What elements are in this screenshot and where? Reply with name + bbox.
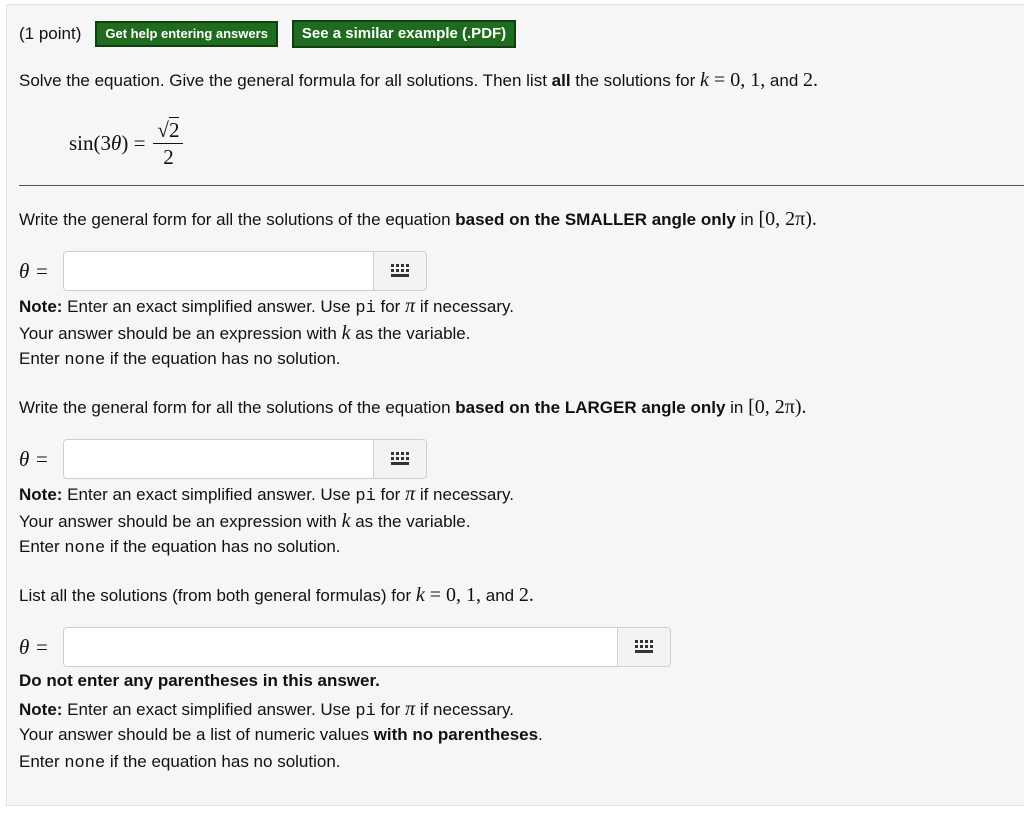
part1-answer-input[interactable] <box>64 252 373 290</box>
part2-none-hint: Enter none if the equation has no solution. <box>19 537 341 558</box>
part2-keypad-button[interactable] <box>373 440 426 478</box>
part2-note: Note: Enter an exact simplified answer. Use pi for π if necessary. <box>19 483 514 506</box>
theta-label: θ = <box>19 446 49 471</box>
part2-prompt: Write the general form for all the solutions of the equation based on the LARGER angle only in [0, 2π). <box>19 396 807 418</box>
part3-warning: Do not enter any parentheses in this answer. <box>19 671 380 690</box>
part1-answer-row <box>19 250 427 292</box>
theta-label: θ = <box>19 634 49 659</box>
part3-none-hint: Enter none if the equation has no solution. <box>19 752 341 773</box>
problem-instruction: Solve the equation. Give the general formula for all solutions. Then list all the solutions for k = 0, 1, and 2. <box>19 69 819 91</box>
part1-answer-field <box>63 251 427 291</box>
part3-answer-row <box>19 626 671 668</box>
part1-expression-hint: Your answer should be an expression with k as the variable. <box>19 322 471 344</box>
part1-prompt: Write the general form for all the solutions of the equation based on the SMALLER angle only in [0, 2π). <box>19 208 817 230</box>
part2-answer-field <box>63 439 427 479</box>
equation-fraction: $\frac{√2}{2}$ <box>153 117 183 170</box>
theta-label: θ = <box>19 258 49 283</box>
part3-prompt: List all the solutions (from both general formulas) for k = 0, 1, and 2. <box>19 584 534 606</box>
part1-keypad-button[interactable] <box>373 252 426 290</box>
keypad-icon <box>390 263 410 279</box>
part3-answer-input[interactable] <box>64 628 617 666</box>
part3-answer-field <box>63 627 671 667</box>
part3-note: Note: Enter an exact simplified answer. Use pi for π if necessary. <box>19 698 514 721</box>
problem-header <box>19 19 530 49</box>
part2-answer-row <box>19 438 427 480</box>
part2-expression-hint: Your answer should be an expression with k as the variable. <box>19 510 471 532</box>
part3-list-hint: Your answer should be a list of numeric values with no parentheses. <box>19 725 543 744</box>
part1-none-hint: Enter none if the equation has no solution. <box>19 349 341 370</box>
keypad-icon <box>634 639 654 655</box>
section-divider <box>19 185 1024 186</box>
part3-keypad-button[interactable] <box>617 628 670 666</box>
problem-panel <box>6 4 1024 806</box>
help-entering-answers-button[interactable]: Get help entering answers <box>95 21 278 47</box>
part2-answer-input[interactable] <box>64 440 373 478</box>
similar-example-button[interactable]: See a similar example (.PDF) <box>292 20 516 48</box>
keypad-icon <box>390 451 410 467</box>
sqrt-symbol: √ <box>157 117 169 142</box>
part1-note: Note: Enter an exact simplified answer. Use pi for π if necessary. <box>19 295 514 318</box>
equation-display: sin(3 θ ) = $\frac{√2}{2}$ <box>69 113 183 173</box>
points-label: (1 point) <box>19 24 82 43</box>
